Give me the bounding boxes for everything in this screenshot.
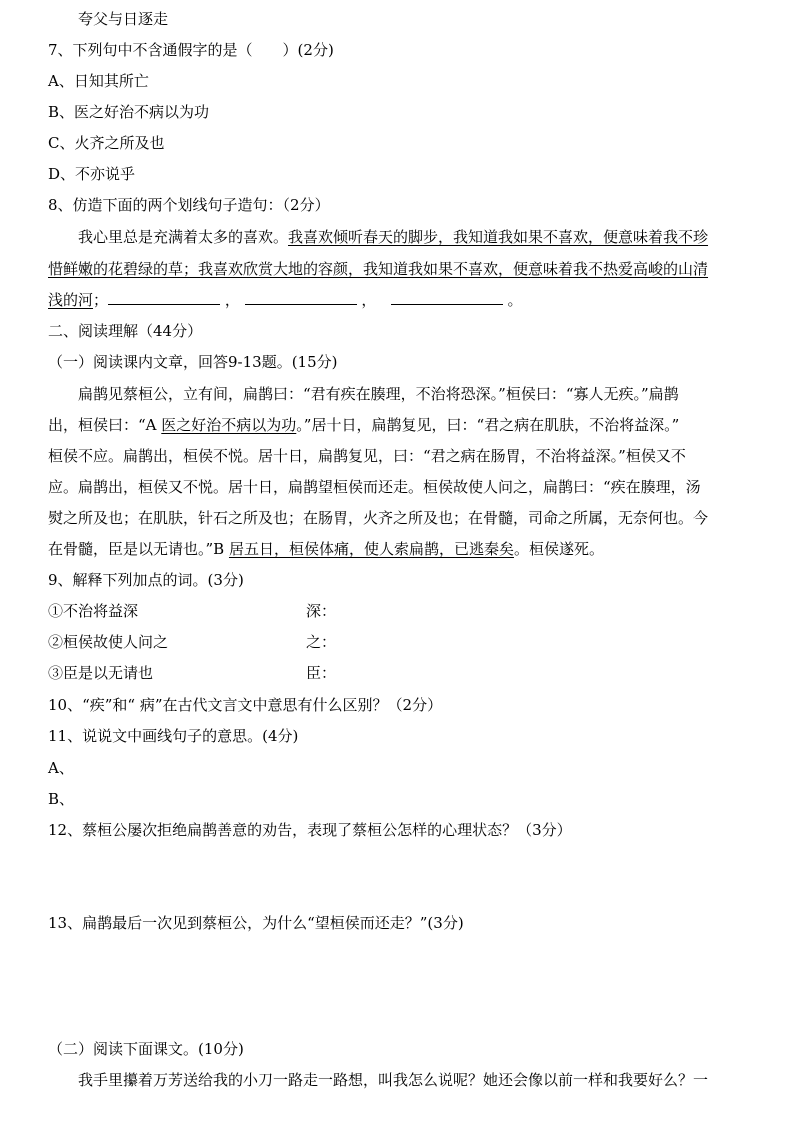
question-7: 7、下列句中不含通假字的是（ ）(2分): [48, 41, 334, 59]
q9-answer-label: 之：: [306, 633, 337, 651]
q8-intro: 我心里总是充满着太多的喜欢。: [78, 228, 289, 246]
question-8: 8、仿造下面的两个划线句子造句：（2分）: [48, 196, 330, 214]
passage-line: 我手里攥着万芳送给我的小刀一路走一路想，叫我怎么说呢？她还会像以前一样和我要好么？一: [78, 1071, 709, 1089]
option-b: B、医之好治不病以为功: [48, 103, 210, 121]
q8-passage-line: [78, 226, 746, 248]
question-9: 9、解释下列加点的词。(3分): [48, 571, 244, 589]
question-10: 10、“疾”和“ 病”在古代文言文中意思有什么区别？（2分）: [48, 696, 443, 714]
question-12: 12、蔡桓公屡次拒绝扁鹊善意的劝告，表现了蔡桓公怎样的心理状态？（3分）: [48, 821, 572, 839]
text-line: 夸父与日逐走: [78, 10, 169, 28]
section-heading: 二、阅读理解（44分）: [48, 322, 203, 340]
answer-blank[interactable]: [108, 290, 220, 305]
option-d: D、不亦说乎: [48, 165, 136, 183]
answer-blank[interactable]: [391, 290, 503, 305]
q9-item: ①不治将益深 深：: [48, 602, 337, 620]
q8-answer-line: 浅的河； ， ， 。: [48, 291, 523, 309]
option-a: A、日知其所亡: [48, 72, 149, 90]
passage-line: 扁鹊见蔡桓公，立有间，扁鹊曰：“君有疾在腠理，不治将恐深。”桓侯曰：“寡人无疾。”扁鹊: [78, 385, 679, 403]
q9-answer-label: 臣：: [306, 664, 337, 682]
option-c: C、火齐之所及也: [48, 134, 165, 152]
passage-line: 在骨髓，臣是以无请也。”B 居五日，桓侯体痛，使人索扁鹊，已逃秦矣。桓侯遂死。: [48, 540, 604, 558]
passage-line: 应。扁鹊出，桓侯又不悦。居十日，扁鹊望桓侯而还走。桓侯故使人问之，扁鹊曰：“疾在腠理，汤: [48, 478, 701, 496]
question-11: 11、说说文中画线句子的意思。(4分): [48, 727, 299, 745]
underlined-sentence: 我喜欢倾听春天的脚步，我知道我如果不喜欢，便意味着我不珍: [288, 228, 709, 246]
underlined-sentence-b: 居五日，桓侯体痛，使人索扁鹊，已逃秦矣: [228, 540, 514, 558]
q11-answer-a: A、: [48, 759, 74, 777]
passage-line: 熨之所及也；在肌肤，针石之所及也；在肠胃，火齐之所及也；在骨髓，司命之所属，无奈何也。今: [48, 509, 709, 527]
underlined-sentence: 惜鲜嫩的花碧绿的草；我喜欢欣赏大地的容颜，我知道我如果不喜欢，便意味着我不热爱高峻的山清: [48, 260, 709, 278]
subsection-heading: （二）阅读下面课文。(10分): [48, 1040, 244, 1058]
answer-blank[interactable]: [245, 290, 357, 305]
passage-line: 桓侯不应。扁鹊出，桓侯不悦。居十日，扁鹊复见，曰：“君之病在肠胃，不治将益深。”桓侯又不: [48, 447, 686, 465]
q11-answer-b: B、: [48, 790, 75, 808]
subsection-heading: （一）阅读课内文章，回答9-13题。(15分): [48, 353, 338, 371]
question-13: 13、扁鹊最后一次见到蔡桓公，为什么“望桓侯而还走？”(3分): [48, 914, 464, 932]
q8-passage-line: [48, 258, 746, 280]
underlined-sentence: 浅的河: [48, 291, 94, 309]
passage-line: 出，桓侯曰：“A 医之好治不病以为功。”居十日，扁鹊复见，曰：“君之病在肌肤，不治将益深。”: [48, 416, 680, 434]
q9-answer-label: 深：: [306, 602, 337, 620]
q9-item: ③臣是以无请也 臣：: [48, 664, 337, 682]
underlined-sentence-a: 医之好治不病以为功: [161, 416, 297, 434]
q9-item: ②桓侯故使人问之 之：: [48, 633, 337, 651]
